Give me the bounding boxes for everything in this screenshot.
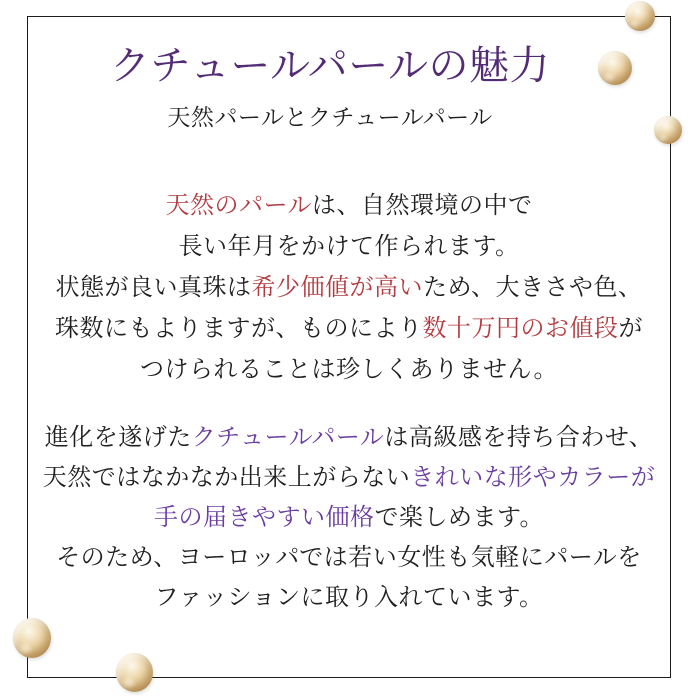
pearl-icon <box>13 618 51 658</box>
text-line <box>27 418 671 458</box>
pearl-icon <box>116 653 153 692</box>
page-subtitle: 天然パールとクチュールパール <box>167 105 493 130</box>
text-line <box>27 186 671 227</box>
body-text: は高級感を持ち合わせ、 <box>384 425 654 451</box>
page-title: クチュールパールの魅力 <box>110 43 550 88</box>
text-line <box>27 578 671 618</box>
body-text: で楽しめます。 <box>374 505 545 531</box>
body-text: は、自然環境の中で <box>312 193 533 219</box>
pearl-icon <box>625 1 655 31</box>
paragraph-2 <box>27 418 671 618</box>
body-text: 進化を遂げた <box>44 425 192 451</box>
body-text: そのため、ヨーロッパでは若い女性も気軽にパールを <box>56 545 642 571</box>
main-content <box>27 16 671 618</box>
highlight-text: 天然のパール <box>165 193 313 219</box>
body-paragraphs <box>27 186 671 618</box>
highlight-text: 希少価値が高い <box>251 275 423 301</box>
highlight-text: クチュールパール <box>191 425 385 451</box>
body-text: 珠数にもよりますが、ものにより <box>55 316 423 342</box>
body-text: ため、大きさや色、 <box>422 275 643 301</box>
body-text: 天然ではなかなか出来上がらない <box>42 465 411 491</box>
text-line <box>27 498 671 538</box>
paragraph-1 <box>27 186 671 391</box>
body-text: つけられることは珍しくありません。 <box>140 357 558 383</box>
highlight-text: 手の届きやすい価格 <box>153 505 375 531</box>
pearl-icon <box>598 51 632 85</box>
body-text: 状態が良い真珠は <box>55 275 252 301</box>
pearl-icon <box>654 116 682 144</box>
text-line <box>27 350 671 391</box>
highlight-text: 数十万円のお値段 <box>422 316 619 342</box>
body-text: ファッションに取り入れています。 <box>154 585 544 611</box>
text-line <box>27 538 671 578</box>
text-line <box>27 309 671 350</box>
text-line <box>27 458 671 498</box>
body-text: が <box>618 316 643 342</box>
text-line <box>27 268 671 309</box>
body-text: 長い年月をかけて作られます。 <box>178 234 520 260</box>
highlight-text: きれいな形やカラーが <box>410 465 656 491</box>
header <box>8 43 652 132</box>
text-line <box>27 227 671 268</box>
